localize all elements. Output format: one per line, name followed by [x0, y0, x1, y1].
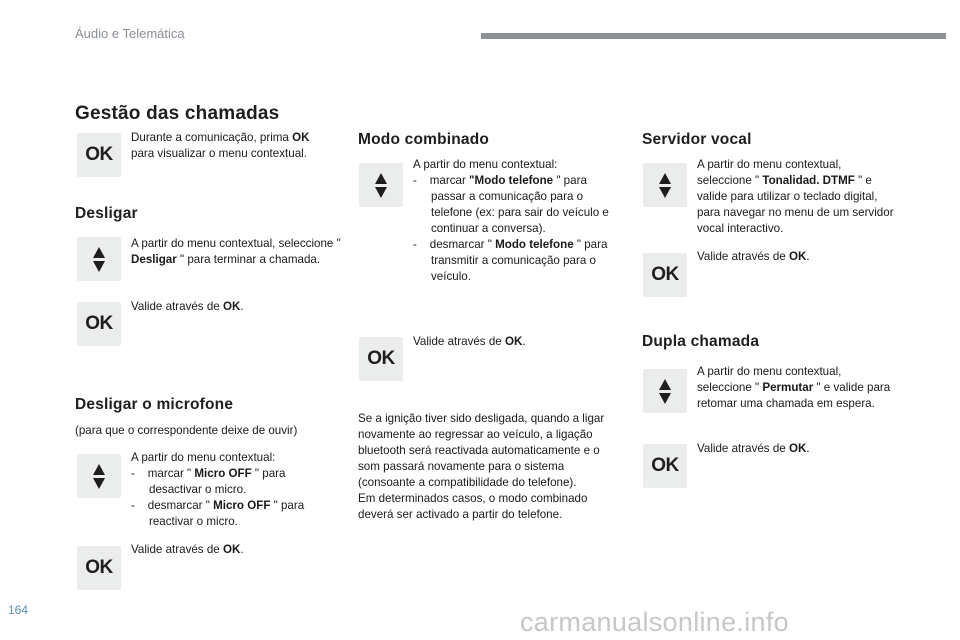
desligar-text: A partir do menu contextual, seleccione " Desligar " para terminar a chamada.	[131, 237, 341, 266]
heading-gestao-chamadas: Gestão das chamadas	[75, 103, 280, 124]
dupla-chamada-text: A partir do menu contextual, seleccione " Permutar " e valide para retomar uma chamada em espera.	[697, 365, 891, 410]
up-down-arrows-icon	[643, 163, 687, 207]
ok-label: OK	[367, 348, 395, 369]
dupla-chamada-validate: Valide através de OK.	[697, 442, 810, 455]
up-down-arrows-icon	[77, 237, 121, 281]
up-down-arrows-icon	[643, 369, 687, 413]
heading-dupla-chamada: Dupla chamada	[642, 333, 760, 350]
desligar-validate: Valide através de OK.	[131, 300, 244, 313]
microfone-instructions: A partir do menu contextual: - marcar " Micro OFF " para desactivar o micro. - desmarcar " Micro OFF " para reactivar o micro.	[131, 451, 305, 528]
ok-label: OK	[651, 455, 679, 476]
microfone-note: (para que o correspondente deixe de ouvir)	[75, 424, 298, 437]
heading-servidor-vocal: Servidor vocal	[642, 131, 752, 148]
ok-label: OK	[85, 144, 113, 165]
ok-label: OK	[651, 264, 679, 285]
intro-text: Durante a comunicação, prima OK para visualizar o menu contextual.	[131, 131, 310, 160]
servidor-vocal-text: A partir do menu contextual, seleccione " Tonalidad. DTMF " e valide para utilizar o teclado digital, para navegar no menu de um servidor vocal interactivo.	[697, 158, 894, 235]
up-down-arrows-icon	[359, 163, 403, 207]
watermark: carmanualsonline.info	[520, 607, 789, 637]
heading-desligar-microfone: Desligar o microfone	[75, 396, 234, 413]
ok-label: OK	[85, 557, 113, 578]
heading-desligar: Desligar	[75, 205, 138, 222]
header-bar	[481, 33, 946, 39]
ok-button-icon	[77, 133, 121, 177]
page-number: 164	[8, 603, 29, 617]
modo-combinado-instructions: A partir do menu contextual: - marcar "Modo telefone " para passar a comunicação para o telefone (ex: para sair do veículo e continuar a conversa). - desmarcar " Modo telefone " para transmitir a comunicação para o veículo.	[413, 158, 609, 283]
modo-combinado-validate: Valide através de OK.	[413, 335, 526, 348]
modo-combinado-note: Se a ignição tiver sido desligada, quando a ligar novamente ao regressar ao veículo, a ligação bluetooth será reactivada automaticamente e o som passará novamente para o sistema (consoante a compatibilidade do telefone). Em determinados casos, o modo combinado deverá ser activado a partir do telefone.	[358, 412, 605, 521]
servidor-vocal-validate: Valide através de OK.	[697, 250, 810, 263]
section-title: Áudio e Telemática	[75, 26, 185, 41]
microfone-validate: Valide através de OK.	[131, 543, 244, 556]
ok-button-icon	[77, 302, 121, 346]
ok-button-icon	[77, 546, 121, 590]
ok-button-icon	[643, 444, 687, 488]
ok-label: OK	[85, 313, 113, 334]
ok-button-icon	[643, 253, 687, 297]
heading-modo-combinado: Modo combinado	[358, 131, 490, 148]
ok-button-icon	[359, 337, 403, 381]
up-down-arrows-icon	[77, 454, 121, 498]
